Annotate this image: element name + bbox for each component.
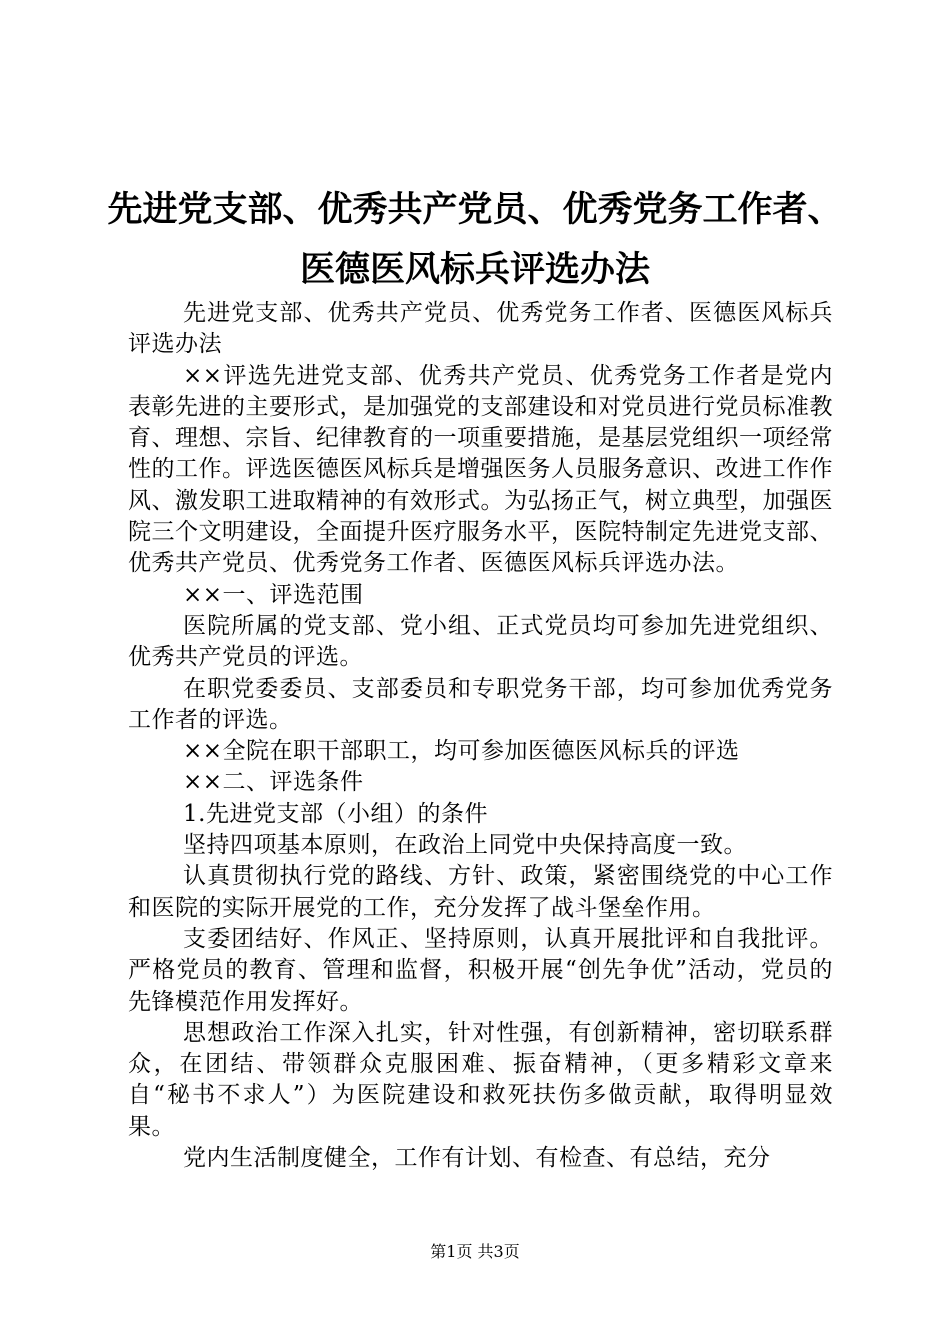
paragraph: 坚持四项基本原则，在政治上同党中央保持高度一致。 [183,832,747,859]
paragraph: ××全院在职干部职工，均可参加医德医风标兵的评选 [183,738,740,765]
paragraph: 党内生活制度健全，工作有计划、有检查、有总结，充分 [183,1145,771,1172]
paragraph: 思想政治工作深入扎实，针对性强，有创新精神，密切联系群众，在团结、带领群众克服困难、振奋精神，（更多精彩文章来自“秘书不求人”）为医院建设和救死扶伤多做贡献，取得明显效果。 [128,1019,833,1140]
page-footer: 第1页 共3页 [430,1242,520,1261]
section-heading: ××一、评选范围 [183,581,364,608]
section-heading: ××二、评选条件 [183,769,364,796]
document-title-line-2: 医德医风标兵评选办法 [299,249,650,290]
paragraph: 支委团结好、作风正、坚持原则，认真开展批评和自我批评。严格党员的教育、管理和监督，积极开展“创先争优”活动，党员的先锋模范作用发挥好。 [128,925,833,1015]
paragraph: 在职党委委员、支部委员和专职党务干部，均可参加优秀党务工作者的评选。 [128,675,833,733]
document-body [128,298,833,1174]
paragraph: 先进党支部、优秀共产党员、优秀党务工作者、医德医风标兵评选办法 [128,300,833,358]
paragraph: 医院所属的党支部、党小组、正式党员均可参加先进党组织、优秀共产党员的评选。 [128,612,833,671]
paragraph: ××评选先进党支部、优秀共产党员、优秀党务工作者是党内表彰先进的主要形式，是加强党的支部建设和对党员进行党员标准教育、理想、宗旨、纪律教育的一项重要措施，是基层党组织一项经常性的工作。评选医德医风标兵是增强医务人员服务意识、改进工作作风、激发职工进取精神的有效形式。为弘扬正气，树立典型，加强医院三个文明建设，全面提升医疗服务水平，医院特制定先进党支部、优秀共产党员、优秀党务工作者、医德医风标兵评选办法。 [128,362,833,577]
subsection-heading: 1.先进党支部（小组）的条件 [183,800,488,827]
paragraph: 认真贯彻执行党的路线、方针、政策，紧密围绕党的中心工作和医院的实际开展党的工作，充分发挥了战斗堡垒作用。 [128,863,833,921]
document-title-line-1: 先进党支部、优秀共产党员、优秀党务工作者、 [107,189,843,230]
